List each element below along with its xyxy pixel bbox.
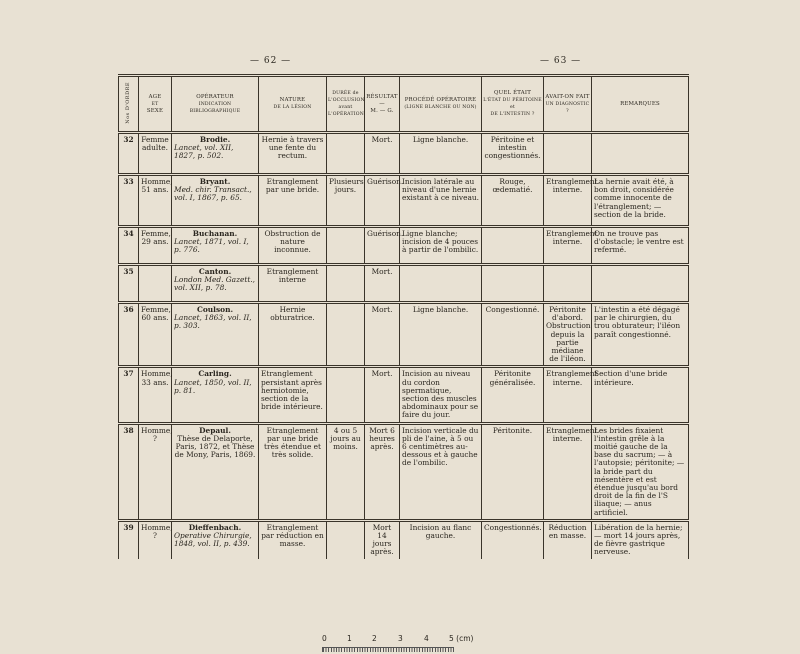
row-age: Homme, ? [139, 520, 172, 558]
row-operateur: Buchanan. Lancet, 1871, vol. I, p. 776. [172, 227, 259, 265]
row-diagnostic [544, 265, 592, 303]
row-diagnostic: Réduction en masse. [544, 520, 592, 558]
scale-label: 5 (cm) [449, 634, 474, 643]
row-age: Femme adulte. [139, 133, 172, 175]
row-operateur: Depaul. Thèse de Delaporte, Paris, 1872, et Thèse de Mony, Paris, 1869. [172, 423, 259, 520]
row-resultat: Mort. [365, 133, 400, 175]
header-age: AGE ET SEXE [139, 76, 172, 133]
row-resultat: Guérison. [365, 175, 400, 227]
scale-label: 2 [372, 634, 377, 643]
header-procede: PROCÉDÉ OPÉRATOIRE (LIGNE BLANCHE OU NON) [400, 76, 482, 133]
table-row [119, 367, 689, 423]
row-duree [327, 520, 365, 558]
scale-label: 1 [347, 634, 352, 643]
row-resultat: Mort 6 heures après. [365, 423, 400, 520]
row-procede: Ligne blanche. [400, 133, 482, 175]
row-number: 36 [119, 303, 139, 367]
row-operateur: Coulson. Lancet, 1863, vol. II, p. 303. [172, 303, 259, 367]
row-age: Homme, 51 ans. [139, 175, 172, 227]
row-etat [482, 265, 544, 303]
row-remarques: Section d'une bride intérieure. [592, 367, 689, 423]
row-procede: Ligne blanche; incision de 4 pouces à partir de l'ombilic. [400, 227, 482, 265]
row-diagnostic: Péritonite d'abord. Obstruction depuis la partie médiane de l'iléon. [544, 303, 592, 367]
row-remarques: L'intestin a été dégagé par le chirurgien, du trou obturateur; l'iléon paraît congestionné. [592, 303, 689, 367]
row-nature: Hernie obturatrice. [259, 303, 327, 367]
row-resultat: Mort. [365, 265, 400, 303]
row-resultat: Mort 14 jours après. [365, 520, 400, 558]
table-row [119, 423, 689, 520]
row-nature: Etranglement persistant après herniotomie, section de la bride intérieure. [259, 367, 327, 423]
page-number-right: — 63 — [540, 56, 582, 66]
row-etat: Péritonite. [482, 423, 544, 520]
row-number: 35 [119, 265, 139, 303]
row-nature: Hernie à travers une fente du rectum. [259, 133, 327, 175]
row-resultat: Mort. [365, 303, 400, 367]
row-nature: Etranglement par une bride. [259, 175, 327, 227]
row-etat: Péritonite généralisée. [482, 367, 544, 423]
row-duree [327, 133, 365, 175]
row-number: 34 [119, 227, 139, 265]
row-nature: Etranglement par une bride très étendue et très solide. [259, 423, 327, 520]
row-remarques: La hernie avait été, à bon droit, considérée comme innocente de l'étranglement; — section de la bride. [592, 175, 689, 227]
row-nature: Etranglement interne [259, 265, 327, 303]
header-ordre: Nos D'ORDRE [119, 76, 139, 133]
cases-table [118, 74, 689, 559]
header-diagnostic: AVAIT-ON FAIT UN DIAGNOSTIC ? [544, 76, 592, 133]
row-nature: Obstruction de nature inconnue. [259, 227, 327, 265]
row-remarques [592, 265, 689, 303]
row-remarques [592, 133, 689, 175]
scale-label: 3 [398, 634, 403, 643]
row-age: Homme, 33 ans. [139, 367, 172, 423]
row-remarques: Libération de la hernie; — mort 14 jours après, de fièvre gastrique nerveuse. [592, 520, 689, 558]
header-remarques: REMARQUES [592, 76, 689, 133]
row-diagnostic: Etranglement interne. [544, 227, 592, 265]
scale-label: 0 [322, 634, 327, 643]
row-nature: Etranglement par réduction en masse. [259, 520, 327, 558]
row-diagnostic: Etranglement interne. [544, 175, 592, 227]
scale-ruler [322, 647, 454, 652]
header-resultat: RÉSULTAT — M. — G. [365, 76, 400, 133]
header-nature: NATURE DE LA LÉSION [259, 76, 327, 133]
row-diagnostic [544, 133, 592, 175]
scale-label: 4 [424, 634, 429, 643]
row-operateur: Canton. London Med. Gazett., vol. XII, p. 78. [172, 265, 259, 303]
row-diagnostic: Etranglement interne. [544, 367, 592, 423]
row-duree: Plusieurs jours. [327, 175, 365, 227]
row-procede: Incision au flanc gauche. [400, 520, 482, 558]
row-operateur: Bryant. Med. chir. Transact., vol. I, 1867, p. 65. [172, 175, 259, 227]
row-age: Homme, ? [139, 423, 172, 520]
row-etat: Congestionnés. [482, 520, 544, 558]
table-row [119, 303, 689, 367]
row-number: 33 [119, 175, 139, 227]
row-resultat: Mort. [365, 367, 400, 423]
row-duree: 4 ou 5 jours au moins. [327, 423, 365, 520]
row-procede: Incision latérale au niveau d'une hernie existant à ce niveau. [400, 175, 482, 227]
row-age [139, 265, 172, 303]
row-etat [482, 227, 544, 265]
table-row [119, 227, 689, 265]
table-row [119, 175, 689, 227]
table-row [119, 265, 689, 303]
row-duree [327, 227, 365, 265]
table-sheet [118, 74, 688, 557]
row-etat: Péritoine et intestin congestionnés. [482, 133, 544, 175]
header-etat: QUEL ÉTAIT L'ÉTAT DU PÉRITOINE et DE L'INTESTIN ? [482, 76, 544, 133]
table-row [119, 520, 689, 558]
row-procede: Incision verticale du pli de l'aine, à 5 ou 6 centimètres au-dessous et à gauche de l'ombilic. [400, 423, 482, 520]
row-number: 39 [119, 520, 139, 558]
row-number: 37 [119, 367, 139, 423]
row-remarques: On ne trouve pas d'obstacle; le ventre est refermé. [592, 227, 689, 265]
row-operateur: Carling. Lancet, 1850, vol. II, p. 81. [172, 367, 259, 423]
row-etat: Congestionné. [482, 303, 544, 367]
row-operateur: Dieffenbach. Operative Chirurgie, 1848, vol. II, p. 439. [172, 520, 259, 558]
row-age: Femme, 60 ans. [139, 303, 172, 367]
row-etat: Rouge, œdematié. [482, 175, 544, 227]
header-operateur: OPÉRATEUR INDICATION BIBLIOGRAPHIQUE [172, 76, 259, 133]
page-number-left: — 62 — [250, 56, 292, 66]
table-header-row [119, 76, 689, 133]
row-duree [327, 367, 365, 423]
row-remarques: Les brides fixaient l'intestin grêle à la moitié gauche de la base du sacrum; — à l'autopsie; péritonite; — la bride part du mésentère et est étendue jusqu'au bord droit de la fin de l'S iliaque; — anus artificiel. [592, 423, 689, 520]
row-age: Femme, 29 ans. [139, 227, 172, 265]
row-operateur: Brodie. Lancet, vol. XII, 1827, p. 502. [172, 133, 259, 175]
row-procede: Incision au niveau du cordon spermatique, section des muscles abdominaux pour se faire du jour. [400, 367, 482, 423]
table-row [119, 133, 689, 175]
row-procede [400, 265, 482, 303]
header-duree: DURÉE de L'OCCLUSION avant L'OPÉRATION [327, 76, 365, 133]
row-number: 32 [119, 133, 139, 175]
row-procede: Ligne blanche. [400, 303, 482, 367]
row-duree [327, 303, 365, 367]
row-number: 38 [119, 423, 139, 520]
row-duree [327, 265, 365, 303]
row-resultat: Guérison. [365, 227, 400, 265]
row-diagnostic: Etranglement interne. [544, 423, 592, 520]
